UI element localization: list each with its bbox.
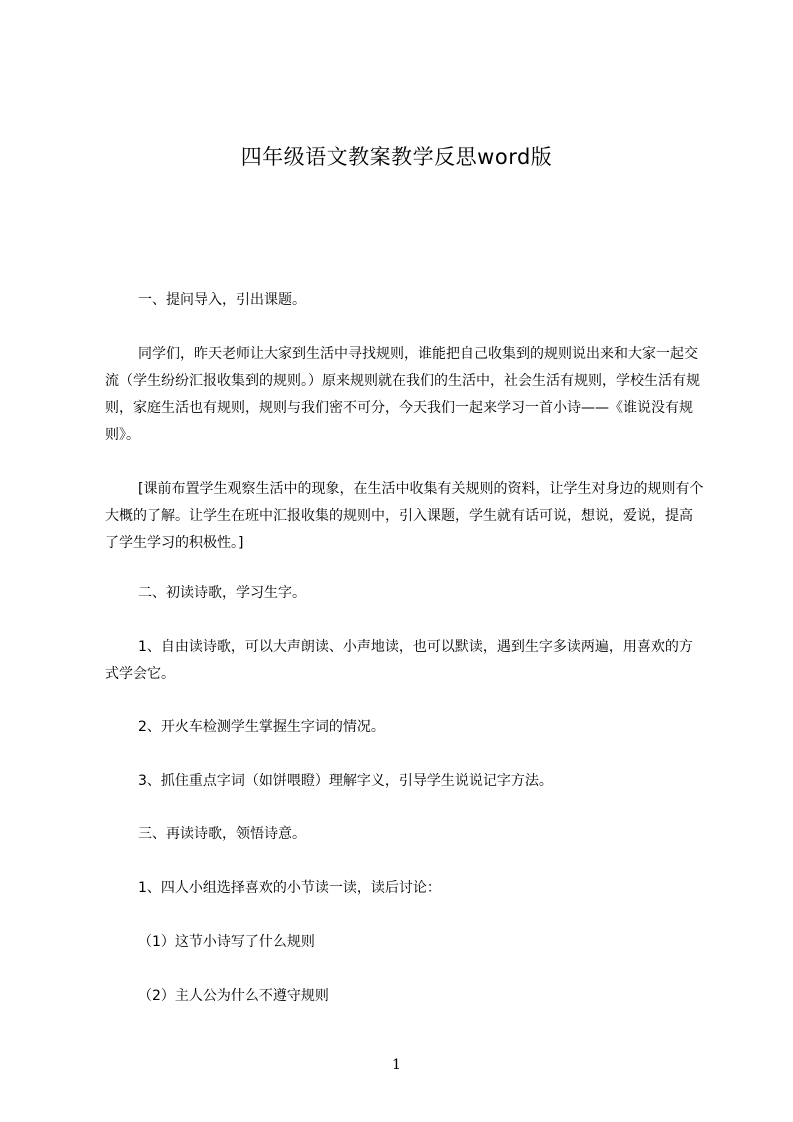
paragraph-intro-dialogue: 同学们，昨天老师让大家到生活中寻找规则，谁能把自己收集到的规则说出来和大家一起交流（学生纷纷汇报收集到的规则。）原来规则就在我们的生活中，社会生活有规则，学校生活有规则，家庭生活也有规则，规则与我们密不可分，今天我们一起来学习一首小诗——《谁说没有规则》。: [105, 346, 700, 443]
sub-item-why-question: （2）主人公为什么不遵守规则: [138, 988, 329, 1004]
section-heading-second-reading: 三、再读诗歌，领悟诗意。: [138, 826, 306, 842]
paragraph-teaching-note: [课前布置学生观察生活中的现象，在生活中收集有关规则的资料，让学生对身边的规则有个大概的了解。让学生在班中汇报收集的规则中，引入课题，学生就有话可说，想说，爱说，提高了学生学习的积极性。]: [105, 481, 704, 551]
section-heading-intro: 一、提问导入，引出课题。: [138, 292, 306, 308]
list-item-key-words: 3、抓住重点字词（如饼喂瞪）理解字义，引导学生说说记字方法。: [138, 773, 553, 789]
list-item-group-discussion: 1、四人小组选择喜欢的小节读一读，读后讨论：: [138, 880, 441, 896]
list-item-train-check: 2、开火车检测学生掌握生字词的情况。: [138, 719, 385, 735]
section-heading-first-reading: 二、初读诗歌，学习生字。: [138, 585, 306, 601]
page-number: 1: [392, 1057, 401, 1073]
document-title: 四年级语文教案教学反思word版: [240, 145, 553, 169]
sub-item-rule-question: （1）这节小诗写了什么规则: [138, 934, 315, 950]
list-item-free-reading: 1、自由读诗歌，可以大声朗读、小声地读，也可以默读，遇到生字多读两遍，用喜欢的方式学会它。: [105, 639, 693, 682]
